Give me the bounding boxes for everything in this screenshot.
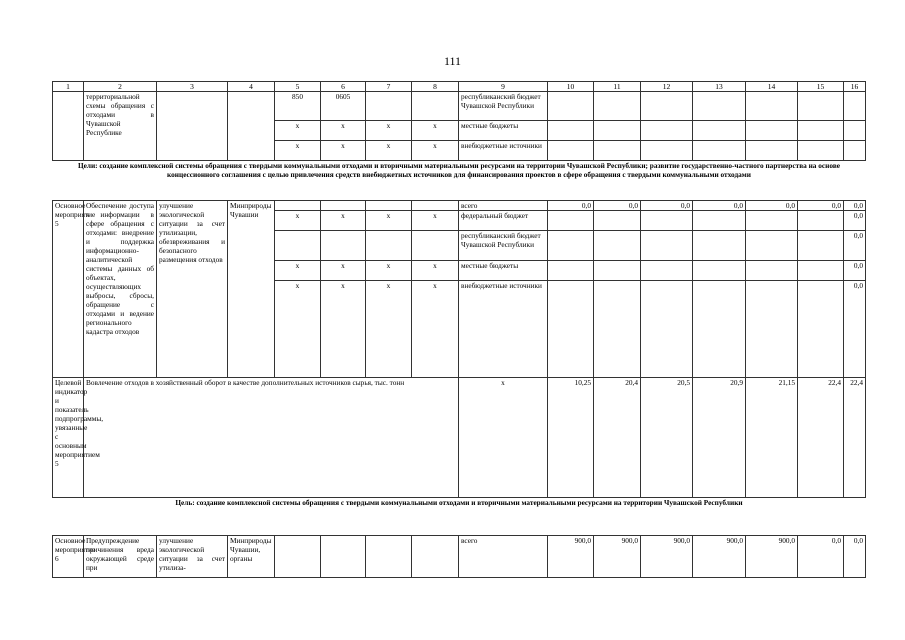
value-cell [798,211,844,231]
value-cell [746,281,798,378]
column-number: 6 [321,82,366,92]
column-number-row [53,82,866,92]
code-cell [366,231,412,261]
column-number: 3 [157,82,228,92]
responsible-executor: Минприроды Чувашии, органы [228,536,275,578]
value-cell [746,261,798,281]
code-cell [412,92,459,121]
goal-row [53,161,866,201]
value-cell: 0,0 [844,536,866,578]
indicator-label: Целевой индикатор и показатель подпрограммы, увязанные с основным мероприятием 5 [53,378,84,498]
code-cell: x [366,121,412,141]
value-cell [548,261,594,281]
code-cell: x [412,281,459,378]
value-cell [548,281,594,378]
table-row [53,536,866,578]
code-cell: x [366,281,412,378]
goal-row [53,498,866,536]
funding-source: внебюджетные источники [459,281,548,378]
value-cell: 22,4 [844,378,866,498]
code-cell: x [321,261,366,281]
code-cell: x [321,121,366,141]
code-cell: x [366,141,412,161]
code-cell [412,201,459,211]
value-cell: 20,5 [641,378,693,498]
value-cell: 0,0 [844,281,866,378]
code-cell [412,231,459,261]
code-cell: x [412,211,459,231]
column-number: 13 [693,82,746,92]
code-cell: x [366,211,412,231]
code-cell [275,231,321,261]
value-cell [693,231,746,261]
value-cell: 22,4 [798,378,844,498]
goal-text: Цель: создание комплексной системы обращения с твердыми коммунальными отходами и вторичными материальными ресурсами на территории Чувашской Республики [53,498,866,536]
value-cell: 0,0 [641,201,693,211]
value-cell [798,261,844,281]
code-cell [366,92,412,121]
code-cell: x [366,261,412,281]
value-cell: 900,0 [693,536,746,578]
funding-source: внебюджетные источники [459,141,548,161]
value-cell: 0,0 [798,201,844,211]
value-cell [594,261,641,281]
column-number: 8 [412,82,459,92]
value-cell: 0,0 [844,261,866,281]
code-cell: x [321,211,366,231]
funding-source: республиканский бюджет Чувашской Республики [459,231,548,261]
value-cell [594,281,641,378]
value-cell: 0,0 [548,201,594,211]
code-cell: 0605 [321,92,366,121]
value-cell: 0,0 [844,211,866,231]
value-cell: 21,15 [746,378,798,498]
column-number: 9 [459,82,548,92]
value-cell: 900,0 [641,536,693,578]
value-cell [693,211,746,231]
program-table [52,81,866,578]
value-cell: 0,0 [798,536,844,578]
measure-name: Обеспечение доступа к информации в сфере обращения с отходами: внедрение и поддержка информационно-аналитической системы данных об объектах, осуществляющих выбросы, сбросы, обращение с отходами и ведение регионального кадастра отходов [84,201,157,378]
value-cell [641,261,693,281]
value-cell: 900,0 [594,536,641,578]
code-cell: x [321,141,366,161]
code-cell: x [275,211,321,231]
value-cell [798,231,844,261]
column-number: 10 [548,82,594,92]
column-number: 5 [275,82,321,92]
code-cell [275,201,321,211]
page-number: 111 [443,54,462,68]
value-cell [746,231,798,261]
value-cell: 0,0 [594,201,641,211]
table-row [53,92,866,121]
measure-label: Основное мероприятие 6 [53,536,84,578]
code-cell: x [275,141,321,161]
value-cell [548,231,594,261]
code-cell: x [275,281,321,378]
code-cell: x [412,261,459,281]
value-cell [548,211,594,231]
code-cell: 850 [275,92,321,121]
measure-label: Основное мероприятие 5 [53,201,84,378]
indicator-mark: x [459,378,548,498]
value-cell [594,231,641,261]
code-cell: x [321,281,366,378]
value-cell [594,211,641,231]
funding-source: местные бюджеты [459,121,548,141]
value-cell [641,281,693,378]
value-cell [641,211,693,231]
code-cell [366,201,412,211]
measure-name: территориальной схемы обращения с отходами в Чувашской Республике [84,92,157,161]
column-number: 7 [366,82,412,92]
column-number: 2 [84,82,157,92]
responsible-executor: Минприроды Чувашии [228,201,275,378]
column-number: 14 [746,82,798,92]
value-cell: 900,0 [746,536,798,578]
indicator-row [53,378,866,498]
column-number: 15 [798,82,844,92]
code-cell [321,231,366,261]
value-cell [746,211,798,231]
value-cell: 20,9 [693,378,746,498]
code-cell: x [412,141,459,161]
measure-name: Предупреждение причинения вреда окружающей среде при [84,536,157,578]
measure-result: улучшение экологической ситуации за счет утилизации, обезвреживания и безопасного размещения отходов [157,201,228,378]
code-cell: x [275,261,321,281]
funding-source: всего [459,201,548,211]
value-cell: 0,0 [746,201,798,211]
value-cell [693,281,746,378]
funding-source: местные бюджеты [459,261,548,281]
value-cell: 0,0 [844,201,866,211]
value-cell: 0,0 [693,201,746,211]
value-cell [693,261,746,281]
code-cell [321,201,366,211]
funding-source: всего [459,536,548,578]
value-cell: 0,0 [844,231,866,261]
value-cell: 10,25 [548,378,594,498]
value-cell: 20,4 [594,378,641,498]
value-cell: 900,0 [548,536,594,578]
column-number: 12 [641,82,693,92]
column-number: 16 [844,82,866,92]
goal-text: Цели: создание комплексной системы обращения с твердыми коммунальными отходами и вторичными материальными ресурсами на территории Чувашской Республики; развитие государственно-частного партнерства на основе концессионного соглашения с целью привлечения средств внебюджетных источников для финансирования проектов в сфере обращения с твердыми коммунальными отходами [53,161,866,201]
code-cell: x [275,121,321,141]
code-cell: x [412,121,459,141]
indicator-text: Вовлечение отходов в хозяйственный оборот в качестве дополнительных источников сырья, тыс. тонн [84,378,459,498]
measure-result: улучшение экологической ситуации за счет утилиза- [157,536,228,578]
funding-source: республиканский бюджет Чувашской Республики [459,92,548,121]
value-cell [798,281,844,378]
column-number: 11 [594,82,641,92]
table-row [53,201,866,211]
value-cell [641,231,693,261]
funding-source: федеральный бюджет [459,211,548,231]
column-number: 1 [53,82,84,92]
column-number: 4 [228,82,275,92]
